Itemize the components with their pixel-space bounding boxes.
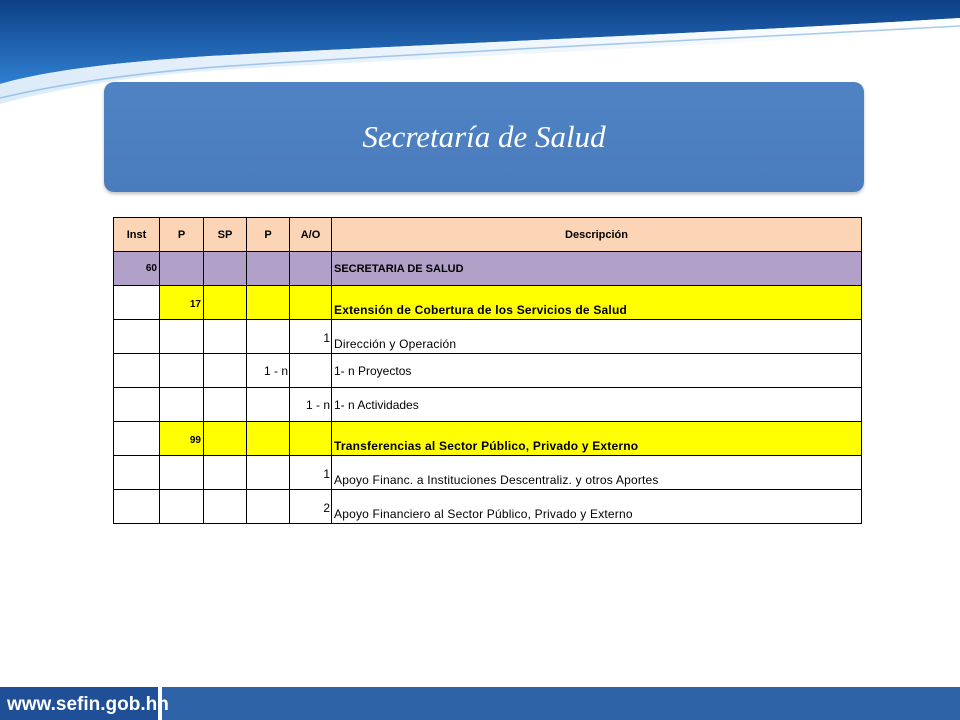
table-row <box>114 388 862 422</box>
table-row <box>114 456 862 490</box>
table-row <box>114 490 862 524</box>
cell-descripcion: Transferencias al Sector Público, Privado y Externo <box>332 422 862 456</box>
table-row <box>114 354 862 388</box>
cell-sp <box>204 490 247 524</box>
cell-ao <box>290 422 332 456</box>
table-row <box>114 422 862 456</box>
cell-inst <box>114 286 160 320</box>
cell-p <box>160 456 204 490</box>
cell-inst: 60 <box>114 252 160 286</box>
footer-website-link[interactable]: www.sefin.gob.hn <box>7 694 169 715</box>
cell-descripcion: Dirección y Operación <box>332 320 862 354</box>
cell-p2 <box>247 286 290 320</box>
cell-sp <box>204 320 247 354</box>
cell-ao <box>290 354 332 388</box>
cell-p2 <box>247 422 290 456</box>
cell-p <box>160 252 204 286</box>
cell-sp <box>204 354 247 388</box>
title-banner <box>104 82 864 192</box>
cell-inst <box>114 388 160 422</box>
cell-p2 <box>247 320 290 354</box>
cell-p2 <box>247 490 290 524</box>
cell-ao <box>290 252 332 286</box>
cell-ao: 2 <box>290 490 332 524</box>
cell-ao: 1 <box>290 456 332 490</box>
cell-descripcion: Extensión de Cobertura de los Servicios de Salud <box>332 286 862 320</box>
cell-descripcion: Apoyo Financiero al Sector Público, Privado y Externo <box>332 490 862 524</box>
header-p2: P <box>247 218 290 252</box>
cell-p <box>160 388 204 422</box>
budget-structure-table <box>113 217 862 524</box>
cell-sp <box>204 456 247 490</box>
table-row <box>114 320 862 354</box>
header-inst: Inst <box>114 218 160 252</box>
cell-ao: 1 - n <box>290 388 332 422</box>
cell-ao: 1 <box>290 320 332 354</box>
cell-descripcion: 1- n Actividades <box>332 388 862 422</box>
cell-p <box>160 490 204 524</box>
cell-p <box>160 320 204 354</box>
cell-sp <box>204 422 247 456</box>
cell-inst <box>114 354 160 388</box>
cell-p2 <box>247 252 290 286</box>
cell-sp <box>204 388 247 422</box>
cell-descripcion: 1- n Proyectos <box>332 354 862 388</box>
cell-p2: 1 - n <box>247 354 290 388</box>
cell-descripcion: SECRETARIA DE SALUD <box>332 252 862 286</box>
cell-sp <box>204 286 247 320</box>
header-descripcion: Descripción <box>332 218 862 252</box>
cell-p: 17 <box>160 286 204 320</box>
header-p: P <box>160 218 204 252</box>
cell-inst <box>114 422 160 456</box>
table-row <box>114 252 862 286</box>
cell-sp <box>204 252 247 286</box>
cell-ao <box>290 286 332 320</box>
table-header-row <box>114 218 862 252</box>
header-sp: SP <box>204 218 247 252</box>
header-ao: A/O <box>290 218 332 252</box>
cell-p2 <box>247 456 290 490</box>
table-row <box>114 286 862 320</box>
cell-p2 <box>247 388 290 422</box>
cell-inst <box>114 456 160 490</box>
cell-inst <box>114 490 160 524</box>
cell-p: 99 <box>160 422 204 456</box>
slide-title: Secretaría de Salud <box>362 119 606 154</box>
cell-descripcion: Apoyo Financ. a Instituciones Descentraliz. y otros Aportes <box>332 456 862 490</box>
cell-p <box>160 354 204 388</box>
cell-inst <box>114 320 160 354</box>
